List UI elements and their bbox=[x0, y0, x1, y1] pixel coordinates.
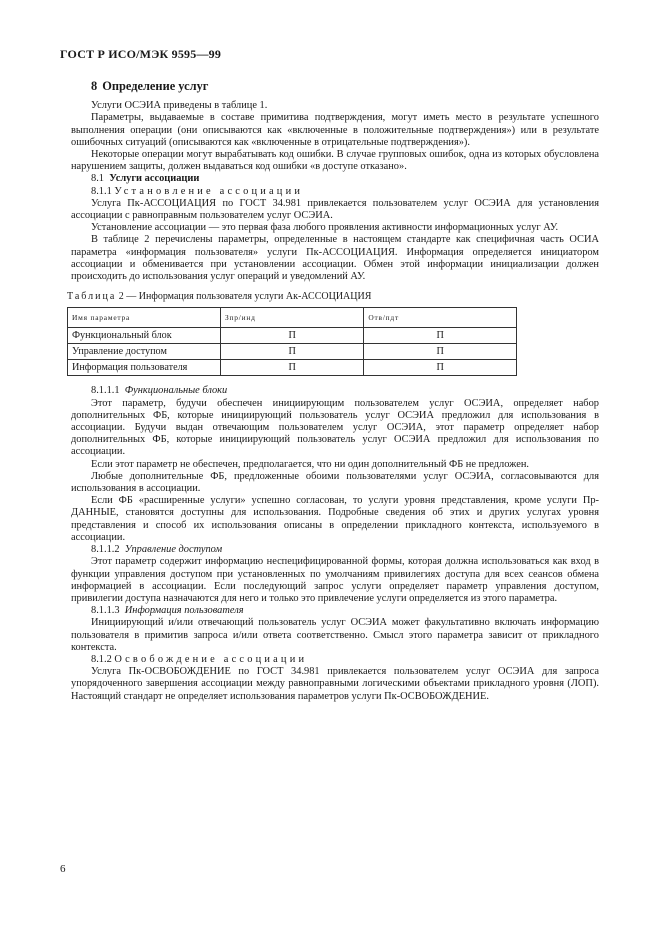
subsection-number: 8.1 bbox=[91, 173, 104, 185]
table-header-cell: Имя параметра bbox=[68, 308, 221, 328]
table-cell: Информация пользователя bbox=[68, 360, 221, 376]
paragraph: Этот параметр содержит информацию неспецифицированной формы, которая должна использоваться как вход в функции управления доступом при установленных по умолчаниям привилегиях доступа для всех сеансов обмена информацией в ассоциации. Если последующий запрос услуги определяет параметр управления доступом, привилегии доступа назначаются для него и только это привлечение услуги определяется из этого параметра. bbox=[71, 556, 599, 604]
table-row bbox=[68, 328, 517, 344]
subsection-title: Информация пользователя bbox=[124, 605, 244, 617]
section-number: 8 bbox=[91, 79, 98, 93]
subsection-heading-8-1-1 bbox=[71, 186, 599, 198]
paragraph: Любые дополнительные ФБ, предложенные обоими пользователями услуг ОСЭИА, согласовываются для использования в ассоциации. bbox=[71, 470, 599, 495]
subsection-heading-8-1-1-1 bbox=[71, 385, 599, 397]
subsection-number: 8.1.1.3 bbox=[91, 605, 120, 617]
table-caption bbox=[67, 291, 599, 303]
table-cell: П bbox=[220, 328, 363, 344]
table-row bbox=[68, 344, 517, 360]
subsection-heading-8-1 bbox=[71, 173, 599, 185]
table-cell: Управление доступом bbox=[68, 344, 221, 360]
subsection-number: 8.1.1.1 bbox=[91, 385, 120, 397]
parameters-table bbox=[67, 307, 517, 376]
table-caption-label: Таблица bbox=[67, 291, 117, 303]
paragraph: Если ФБ «расширенные услуги» успешно согласован, то услуги уровня представления, кроме услуги Пр-ДАННЫЕ, становятся доступны для использования. Подробные сведения об этих и других услугах уровня представления и способ их использования описаны в определении прикладного контекста, используемого в ассоциации. bbox=[71, 495, 599, 543]
subsection-heading-8-1-2 bbox=[71, 654, 599, 666]
paragraph: Установление ассоциации — это первая фаза любого проявления активности информационных услуг АУ. bbox=[91, 222, 559, 234]
subsection-title: Управление доступом bbox=[124, 544, 223, 556]
running-header: ГОСТ Р ИСО/МЭК 9595—99 bbox=[60, 47, 222, 61]
paragraph: В таблице 2 перечислены параметры, определенные в настоящем стандарте как специфичная часть ОСИА параметра «информация пользователя» услуги Пк-АССОЦИАЦИЯ. Информация определяется инициатором ассоциации и обменивается при установлении ассоциации. Обмен этой информации инициализации должен происходить до использования услуг операций и уведомлений АУ. bbox=[71, 234, 599, 283]
subsection-number: 8.1.1.2 bbox=[91, 544, 120, 556]
paragraph: Услуга Пк-ОСВОБОЖДЕНИЕ по ГОСТ 34.981 привлекается пользователем услуг ОСЭИА для запроса упорядоченного завершения ассоциации между равноправными логическими объектами прикладного уровня (ЛОП). Настоящий стандарт не определяет использования параметров услуги Пк-ОСВОБОЖДЕНИЕ. bbox=[71, 666, 599, 702]
section-heading bbox=[91, 80, 599, 92]
subsection-number: 8.1.1 bbox=[91, 185, 112, 197]
table-row bbox=[68, 360, 517, 376]
paragraph: Этот параметр, будучи обеспечен инициирующим пользователем услуг ОСЭИА, определяет набор дополнительных ФБ, которые инициирующий пользователь услуг ОСЭИА предложил для использования в ассоциации. Будучи выдан отвечающим пользователем услуг ОСЭИА, этот параметр определяет набор дополнительных ФБ, которые инициирующий пользователь услуг ОСЭИА предложил для использования по ассоциации. bbox=[71, 397, 599, 458]
section-title: Определение услуг bbox=[102, 79, 209, 93]
subsection-heading-8-1-1-2 bbox=[71, 544, 599, 556]
paragraph: Некоторые операции могут вырабатывать код ошибки. В случае групповых ошибок, одна из которых обусловлена нарушением защиты, должен выдаваться код ошибки «в доступе отказано». bbox=[71, 149, 599, 173]
subsection-title: Услуги ассоциации bbox=[109, 173, 200, 185]
subsection-title: Функциональные блоки bbox=[124, 385, 228, 397]
paragraph: Услуги ОСЭИА приведены в таблице 1. bbox=[91, 100, 268, 112]
paragraph: Инициирующий и/или отвечающий пользователь услуг ОСЭИА может факультативно включать информацию пользователя в примитив запроса и/или ответа соответственно. Смысл этого параметра зависит от прикладного контекста. bbox=[71, 617, 599, 653]
table-cell: П bbox=[364, 328, 517, 344]
table-cell: П bbox=[220, 344, 363, 360]
table-header-cell: Зпр/инд bbox=[220, 308, 363, 328]
table-cell: П bbox=[364, 344, 517, 360]
table-header-row bbox=[68, 308, 517, 328]
paragraph: Параметры, выдаваемые в составе примитива подтверждения, могут иметь место в результате успешного выполнения операции (они описываются как «включенные в положительные подтверждения») или в результате ошибочных ситуаций (описываются как «включенные в отрицательные подтверждения»). bbox=[71, 112, 599, 148]
table-caption-text: 2 — Информация пользователя услуги Ак-АССОЦИАЦИЯ bbox=[118, 291, 372, 303]
subsection-title: Освобождение ассоциации bbox=[114, 653, 308, 665]
table-cell: П bbox=[220, 360, 363, 376]
paragraph: Если этот параметр не обеспечен, предполагается, что ни один дополнительный ФБ не предложен. bbox=[91, 458, 529, 470]
subsection-heading-8-1-1-3 bbox=[71, 605, 599, 617]
table-header-cell: Отв/пдт bbox=[364, 308, 517, 328]
table-cell: Функциональный блок bbox=[68, 328, 221, 344]
page-content bbox=[67, 79, 599, 703]
page-number: 6 bbox=[60, 863, 66, 875]
paragraph: Услуга Пк-АССОЦИАЦИЯ по ГОСТ 34.981 привлекается пользователем услуг ОСЭИА для установления ассоциации с равноправным пользователем услуг ОСЭИА. bbox=[71, 197, 599, 222]
table-cell: П bbox=[364, 360, 517, 376]
subsection-number: 8.1.2 bbox=[91, 653, 112, 665]
subsection-title: Установление ассоциации bbox=[114, 185, 304, 197]
